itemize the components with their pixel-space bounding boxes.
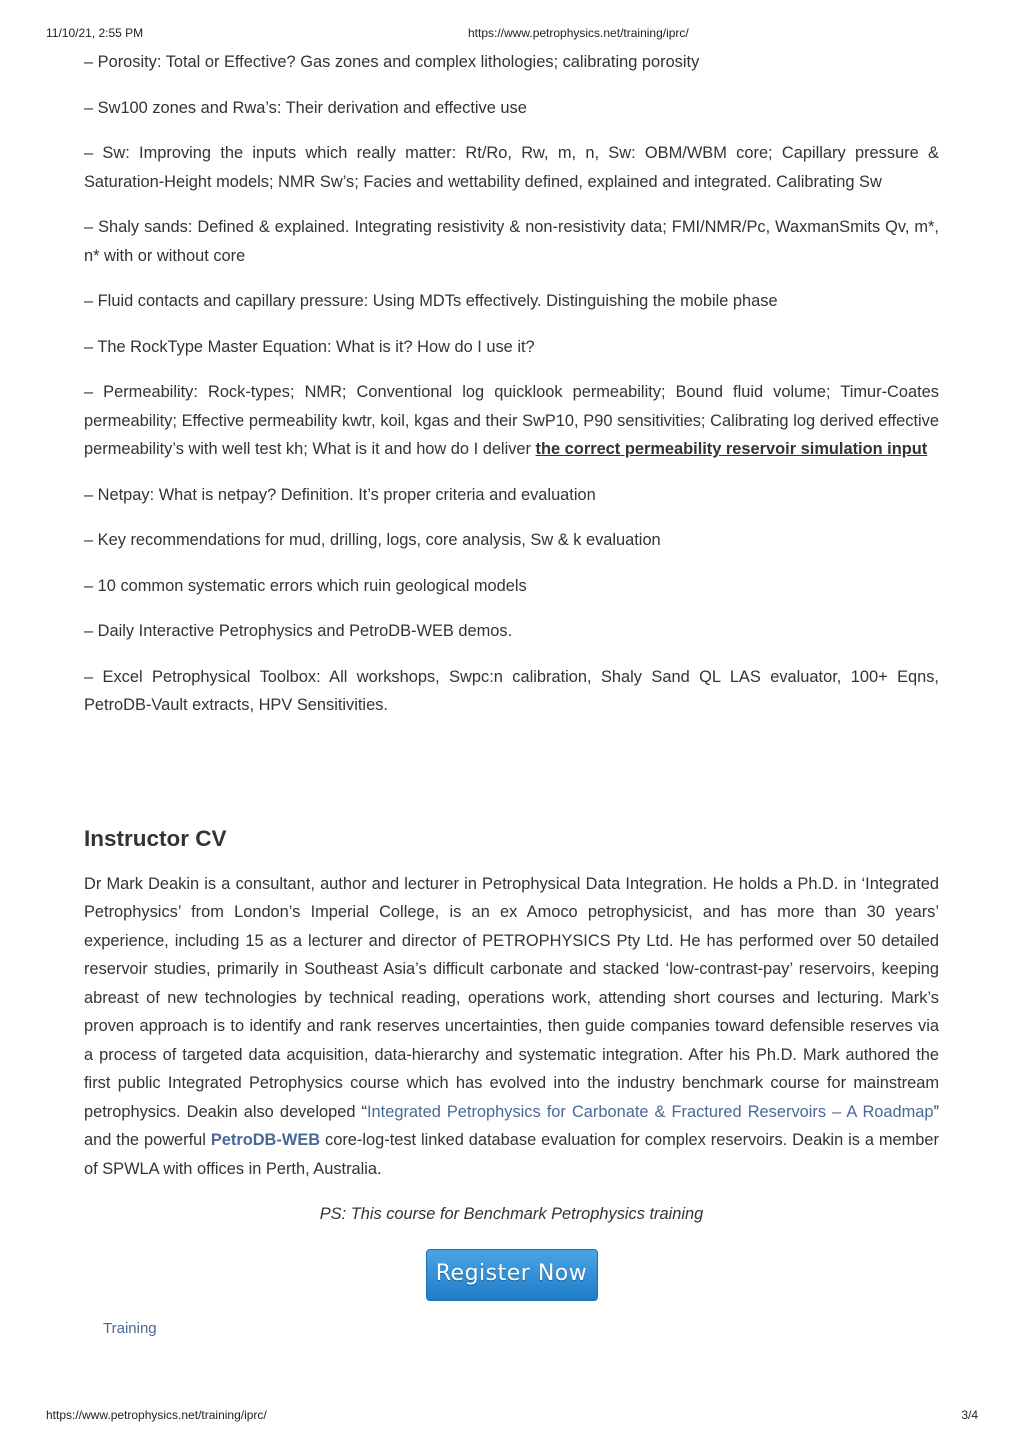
cv-text-part3: core-log-test linked database evaluation for complex reservoirs. Deakin is a member of SPWLA with offices in Perth, Australia. [84, 1131, 939, 1178]
permeability-text: – Permeability: Rock-types; NMR; Conventional log quicklook permeability; Bound fluid volume; Timur-Coates permeability; Effective permeability kwtr, koil, kgas and their SwP10, P90 sensitivities; Calibrating log derived effective permeability’s with well test kh; What is it and how do I deliver [84, 383, 939, 458]
page-content [84, 48, 939, 1343]
register-wrapper [84, 1249, 939, 1301]
course-bullet-sw100: – Sw100 zones and Rwa’s: Their derivation and effective use [84, 98, 527, 117]
course-bullet-toolbox: – Excel Petrophysical Toolbox: All workshops, Swpc:n calibration, Shaly Sand QL LAS evaluator, 100+ Eqns, PetroDB-Vault extracts, HPV Sensitivities. [84, 667, 939, 714]
instructor-cv-text [84, 870, 939, 1184]
page-number: 3/4 [961, 1408, 978, 1422]
course-bullet-sw: – Sw: Improving the inputs which really matter: Rt/Ro, Rw, m, n, Sw: OBM/WBM core; Capillary pressure & Saturation-Height models; NMR Sw’s; Facies and wettability defined, explained and integrated. Calibrating Sw [84, 144, 939, 191]
register-now-button[interactable]: Register Now [426, 1249, 598, 1301]
course-bullet-shaly-sands: – Shaly sands: Defined & explained. Integrating resistivity & non-resistivity data; FMI/NMR/Pc, WaxmanSmits Qv, m*, n* with or without core [84, 218, 939, 265]
course-bullet-permeability [84, 378, 939, 464]
instructor-cv-heading: Instructor CV [84, 825, 227, 851]
course-bullet-recommendations: – Key recommendations for mud, drilling, logs, core analysis, Sw & k evaluation [84, 531, 661, 549]
training-category-link[interactable]: Training [103, 1319, 157, 1337]
cv-text-part2: ” and the powerful [84, 1102, 939, 1149]
permeability-simulation-link[interactable]: the correct permeability reservoir simulation input [535, 440, 928, 458]
ps-note: PS: This course for Benchmark Petrophysics training [319, 1205, 704, 1223]
print-footer [0, 1408, 1024, 1424]
course-bullet-fluid-contacts: – Fluid contacts and capillary pressure: Using MDTs effectively. Distinguishing the mobile phase [84, 292, 778, 310]
course-bullet-rocktype: – The RockType Master Equation: What is it? How do I use it? [84, 337, 535, 356]
footer-url: https://www.petrophysics.net/training/iprc/ [46, 1408, 267, 1422]
print-header [0, 26, 1024, 42]
course-bullet-demos: – Daily Interactive Petrophysics and PetroDB-WEB demos. [84, 622, 513, 640]
course-bullet-netpay: – Netpay: What is netpay? Definition. It’s proper criteria and evaluation [84, 485, 596, 504]
course-bullet-porosity: – Porosity: Total or Effective? Gas zones and complex lithologies; calibrating porosity [84, 53, 700, 71]
roadmap-link[interactable]: Integrated Petrophysics for Carbonate & Fractured Reservoirs – A Roadmap [367, 1102, 934, 1121]
course-bullet-systematic-errors: – 10 common systematic errors which ruin geological models [84, 576, 527, 595]
print-datetime: 11/10/21, 2:55 PM [46, 26, 144, 40]
petrodb-web-link[interactable]: PetroDB-WEB [210, 1131, 321, 1149]
print-url: https://www.petrophysics.net/training/iprc/ [468, 26, 689, 40]
cv-text-part1: Dr Mark Deakin is a consultant, author and lecturer in Petrophysical Data Integration. He holds a Ph.D. in ‘Integrated Petrophysics’ from London’s Imperial College, is an ex Amoco petrophysicist, and has more than 30 years’ experience, including 15 as a lecturer and director of PETROPHYSICS Pty Ltd. He has performed over 50 detailed reservoir studies, primarily in Southeast Asia’s difficult carbonate and stacked ‘low-contrast-pay’ reservoirs, keeping abreast of new technologies by technical reading, operations work, attending short courses and lecturing. Mark’s proven approach is to identify and rank reserves uncertainties, then guide companies toward defensible reserves via a process of targeted data acquisition, data-hierarchy and systematic integration. After his Ph.D. Mark authored the first public Integrated Petrophysics course which has evolved into the industry benchmark course for mainstream petrophysics. Deakin also developed “ [84, 874, 939, 1121]
